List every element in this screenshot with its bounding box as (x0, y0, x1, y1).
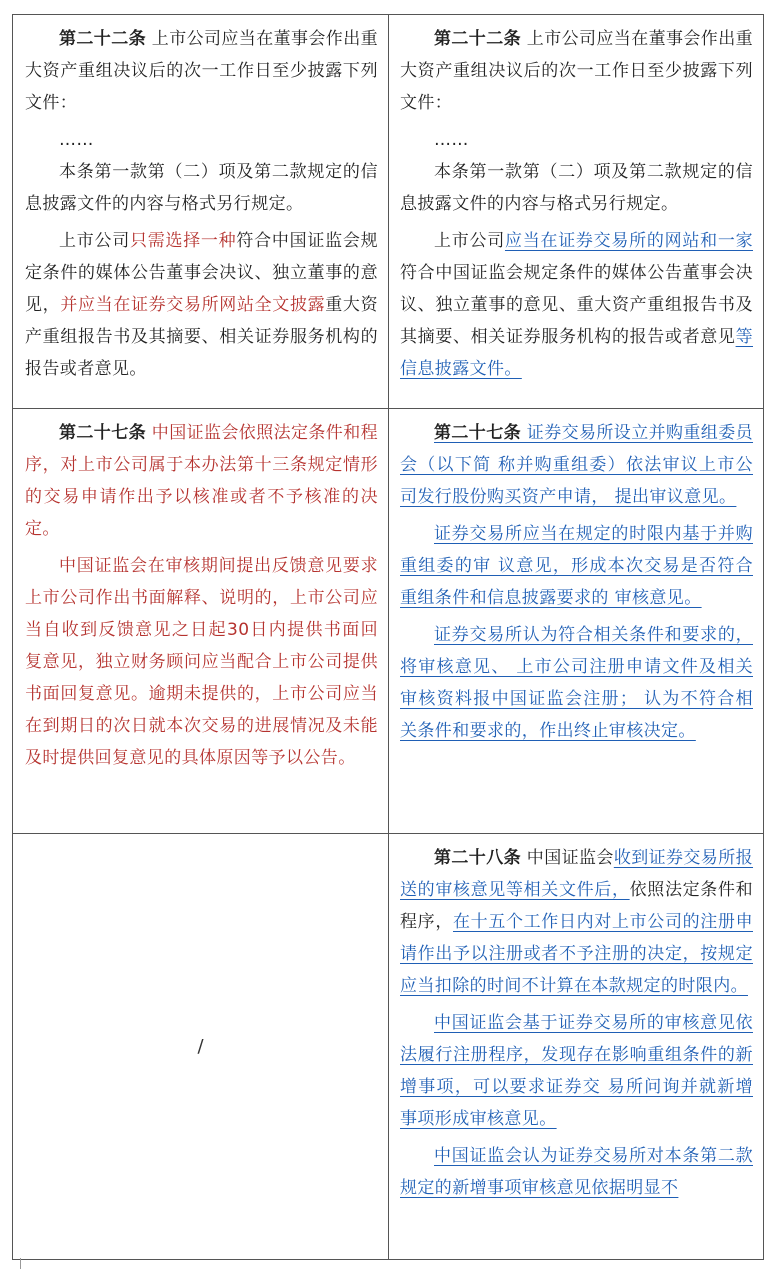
article-paragraph: 上市公司只需选择一种符合中国证监会规定条件的媒体公告董事会决议、独立董事的意见，并应当在证券交易所网站全文披露重大资产重组报告书及其摘要、相关证券服务机构的报告或者意见。 (25, 231, 379, 379)
article-paragraph: 中国证监会基于证券交易所的审核意见依法履行注册程序，发现存在影响重组条件的新增事项，可以要求证券交 易所问询并就新增事项形成审核意见。 (400, 1013, 753, 1129)
page-corner-mark (20, 1258, 25, 1269)
ellipsis: …… (434, 130, 469, 150)
new-rule-cell (389, 15, 763, 408)
article-paragraph: 中国证监会认为证券交易所对本条第二款规定的新增事项审核意见依据明显不 (400, 1146, 753, 1198)
new-rule-cell (389, 834, 763, 1260)
deleted-text: 只需选择一种 (129, 231, 237, 251)
ellipsis: …… (59, 130, 94, 150)
added-text: 收到证券交易所报送的审核意见等相关文件后， (400, 848, 754, 900)
article-paragraph: 第二十二条 上市公司应当在董事会作出重大资产重组决议后的次一工作日至少披露下列文件： (25, 29, 379, 113)
new-rule-cell (389, 409, 763, 833)
table-row-article-27 (13, 409, 763, 834)
empty-marker: / (197, 1036, 204, 1057)
old-rule-cell (13, 834, 389, 1260)
deleted-text: 并应当在证券交易所网站全文披露 (60, 295, 326, 315)
old-rule-cell (13, 409, 389, 833)
table-row-article-22 (13, 15, 763, 409)
article-paragraph: 第二十七条 中国证监会依照法定条件和程序，对上市公司属于本办法第十三条规定情形的交易申请作出予以核准或者不予核准的决定。 (25, 423, 379, 539)
added-text: 等信息披露文件。 (400, 327, 753, 379)
table-row-article-28 (13, 834, 763, 1260)
article-paragraph: 第二十二条 上市公司应当在董事会作出重大资产重组决议后的次一工作日至少披露下列文件： (400, 29, 754, 113)
article-paragraph: 本条第一款第（二）项及第二款规定的信息披露文件的内容与格式另行规定。 (400, 162, 753, 214)
article-paragraph: 本条第一款第（二）项及第二款规定的信息披露文件的内容与格式另行规定。 (25, 162, 378, 214)
article-paragraph: 中国证监会在审核期间提出反馈意见要求上市公司作出书面解释、说明的，上市公司应当自收到反馈意见之日起30日内提供书面回复意见，独立财务顾问应当配合上市公司提供书面回复意见。逾期未提供的，上市公司应当在到期日的次日就本次交易的进展情况及未能及时提供回复意见的具体原因等予以公告。 (25, 556, 378, 768)
article-paragraph: 证券交易所认为符合相关条件和要求的，将审核意见、 上市公司注册申请文件及相关审核资料报中国证监会注册； 认为不符合相关条件和要求的，作出终止审核决定。 (400, 625, 753, 741)
article-number: 第二十二条 (434, 29, 521, 49)
article-number: 第二十七条 (434, 423, 521, 443)
article-number: 第二十八条 (434, 848, 521, 868)
article-paragraph: 上市公司应当在证券交易所的网站和一家符合中国证监会规定条件的媒体公告董事会决议、独立董事的意见、重大资产重组报告书及其摘要、相关证券服务机构的报告或者意见等信息披露文件。 (400, 231, 753, 379)
article-paragraph: 证券交易所应当在规定的时限内基于并购重组委的审 议意见，形成本次交易是否符合重组条件和信息披露要求的 审核意见。 (400, 524, 753, 608)
added-text: 应当在证券交易所的网站和一家 (504, 231, 753, 251)
comparison-table (12, 14, 764, 1260)
article-paragraph: 第二十七条 证券交易所设立并购重组委员会（以下简 称并购重组委）依法审议上市公司发行股份购买资产申请， 提出审议意见。 (400, 423, 754, 507)
old-rule-cell (13, 15, 389, 408)
article-number: 第二十七条 (59, 423, 146, 443)
article-number: 第二十二条 (59, 29, 146, 49)
article-paragraph: 第二十八条 中国证监会收到证券交易所报送的审核意见等相关文件后，依照法定条件和程序，在十五个工作日内对上市公司的注册申请作出予以注册或者不予注册的决定，按规定应当扣除的时间不计算在本款规定的时限内。 (400, 848, 754, 996)
added-text: 在十五个工作日内对上市公司的注册申请作出予以注册或者不予注册的决定，按规定应当扣除的时间不计算在本款规定的时限内。 (400, 912, 753, 996)
